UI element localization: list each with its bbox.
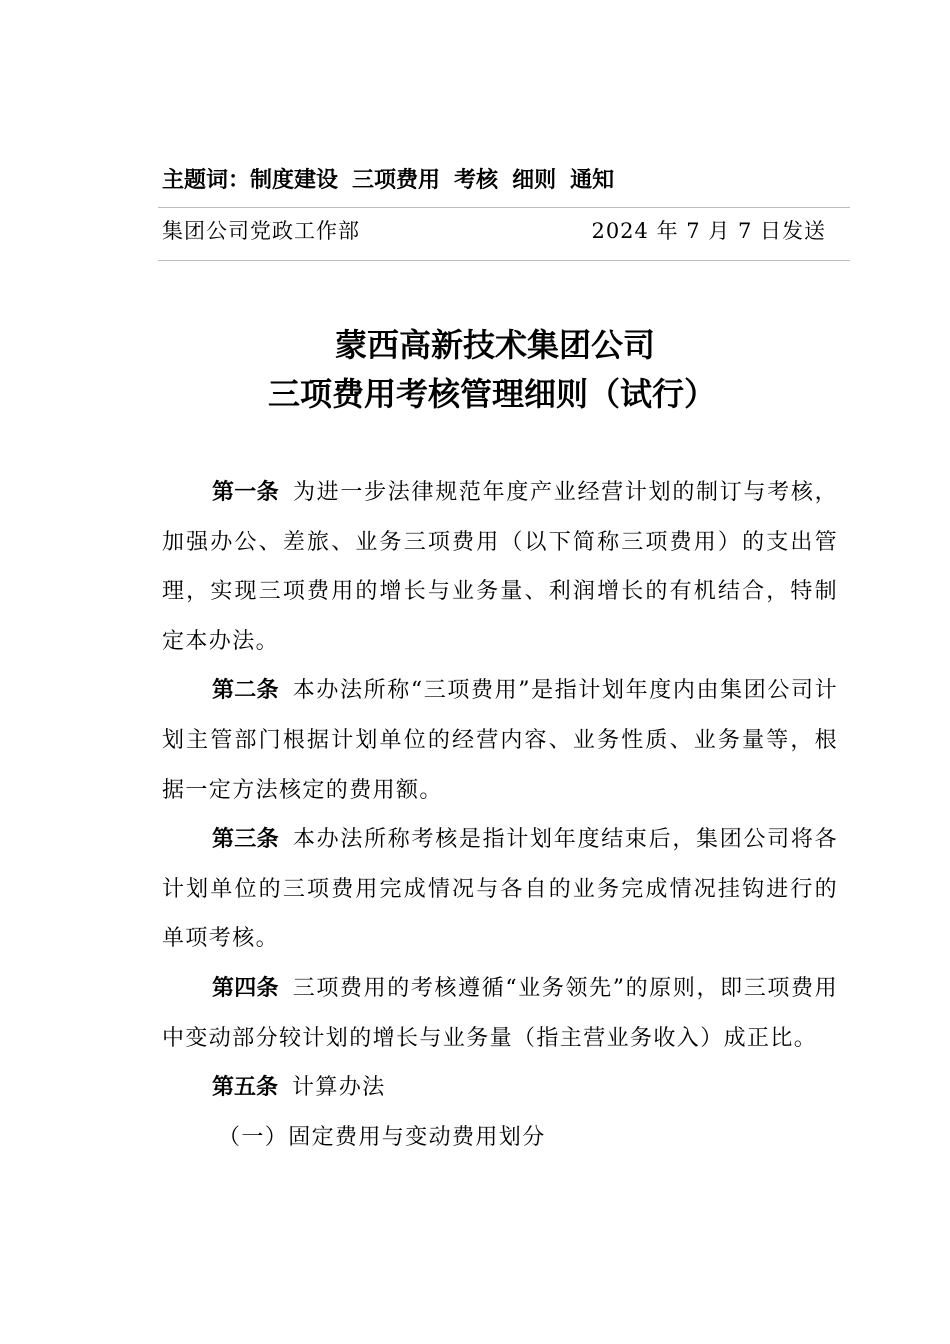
article-text: 本办法所称“三项费用”是指计划年度内由集团公司计划主管部门根据计划单位的经营内容、业务性质、业务量等，根据一定方法核定的费用额。	[162, 678, 838, 803]
article-4	[162, 964, 838, 1063]
keywords-label: 主题词：	[162, 168, 251, 193]
article-text: 计算办法	[292, 1075, 386, 1101]
subsection-heading: （一）固定费用与变动费用划分	[218, 1124, 546, 1150]
keywords-line	[162, 163, 614, 199]
send-date: 2024 年 7 月 7 日发送	[591, 219, 826, 243]
article-label: 第二条	[212, 678, 279, 704]
document-title-line2: 三项费用考核管理细则（试行）	[267, 375, 716, 413]
document-title-line1: 蒙西高新技术集团公司	[334, 326, 655, 364]
article-text: 三项费用的考核遵循“业务领先”的原则，即三项费用中变动部分较计划的增长与业务量（指主营业务收入）成正比。	[162, 975, 838, 1051]
issuer-name: 集团公司党政工作部	[162, 219, 360, 243]
article-text: 为进一步法律规范年度产业经营计划的制订与考核，加强办公、差旅、业务三项费用（以下简称三项费用）的支出管理，实现三项费用的增长与业务量、利润增长的有机结合，特制定本办法。	[162, 480, 838, 654]
article-2	[162, 666, 838, 815]
document-body	[162, 468, 838, 1162]
header-divider-bottom	[158, 260, 850, 261]
article-label: 第三条	[212, 827, 279, 853]
article-label: 第五条	[212, 1075, 279, 1101]
keyword-item: 制度建设	[250, 168, 339, 193]
keyword-item: 通知	[570, 168, 615, 193]
article-label: 第四条	[212, 975, 279, 1001]
keyword-item: 三项费用	[352, 168, 441, 193]
article-label: 第一条	[212, 480, 279, 505]
article-5	[162, 1063, 838, 1113]
article-3	[162, 815, 838, 964]
header-divider-top	[158, 207, 850, 208]
keyword-item: 考核	[454, 168, 499, 193]
article-text: 本办法所称考核是指计划年度结束后，集团公司将各计划单位的三项费用完成情况与各自的业务完成情况挂钩进行的单项考核。	[162, 827, 838, 952]
article-1	[162, 468, 838, 666]
keyword-item: 细则	[512, 168, 557, 193]
